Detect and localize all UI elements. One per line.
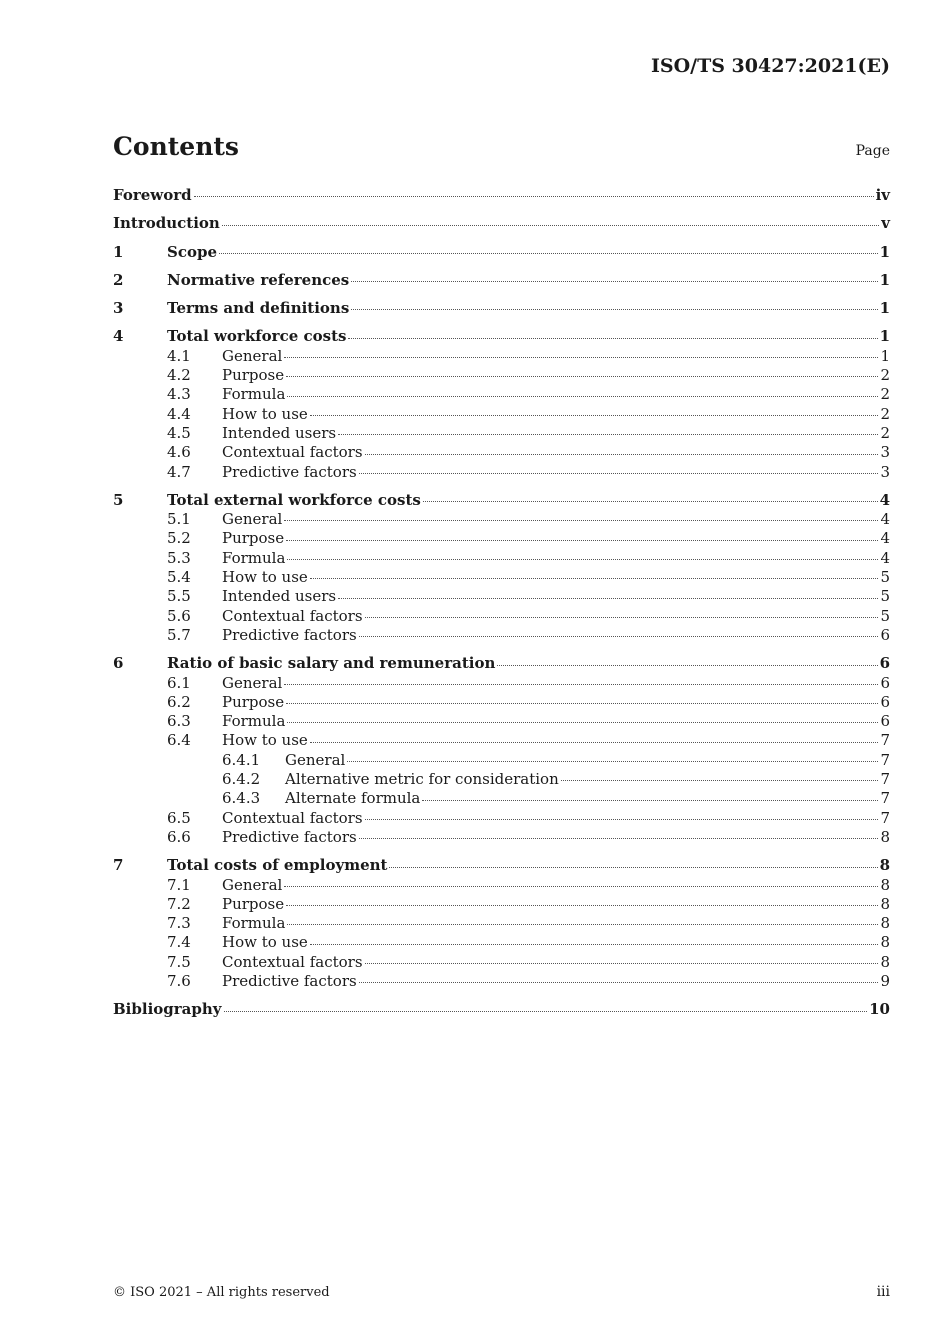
- toc-entry[interactable]: [113, 607, 890, 626]
- toc-entry[interactable]: [113, 972, 890, 991]
- toc-entry[interactable]: [113, 443, 890, 462]
- toc-entry-page: 1: [879, 327, 890, 346]
- toc-entry-title: How to use: [222, 568, 308, 587]
- toc-entry-page: 2: [880, 385, 890, 404]
- table-of-contents: [113, 186, 890, 1020]
- toc-entry-title: General: [222, 346, 283, 365]
- toc-entry-title: Predictive factors: [222, 625, 357, 644]
- page-number: iii: [876, 1284, 890, 1300]
- toc-entry-title: Ratio of basic salary and remuneration: [167, 654, 496, 673]
- dot-leader: [365, 962, 879, 964]
- toc-entry-number: 7: [113, 856, 124, 875]
- page-column-label: Page: [855, 143, 890, 159]
- toc-entry[interactable]: [113, 271, 890, 290]
- toc-entry-page: 7: [880, 731, 890, 750]
- toc-entry-page: 8: [879, 856, 890, 875]
- toc-entry-page: v: [881, 214, 890, 233]
- toc-entry[interactable]: [113, 876, 890, 895]
- toc-entry-page: 8: [880, 952, 890, 971]
- toc-entry-number: 6.3: [167, 712, 191, 731]
- toc-entry-number: 6.2: [167, 692, 191, 711]
- toc-entry-number: 5.6: [167, 606, 191, 625]
- toc-entry-title: General: [285, 750, 346, 769]
- dot-leader: [497, 664, 877, 666]
- toc-entry-page: 8: [880, 933, 890, 952]
- toc-entry-number: 6: [113, 654, 124, 673]
- toc-entry[interactable]: [113, 385, 890, 404]
- toc-entry-title: Terms and definitions: [167, 299, 350, 318]
- toc-entry-title: Purpose: [222, 692, 285, 711]
- toc-entry-title: Purpose: [222, 894, 285, 913]
- toc-entry-page: 4: [880, 529, 890, 548]
- toc-entry-page: 7: [880, 808, 890, 827]
- dot-leader: [222, 224, 879, 226]
- toc-entry-title: Predictive factors: [222, 462, 357, 481]
- dot-leader: [423, 500, 878, 502]
- toc-entry[interactable]: [113, 933, 890, 952]
- dot-leader: [284, 519, 878, 521]
- dot-leader: [284, 356, 878, 358]
- toc-entry-title: Purpose: [222, 366, 285, 385]
- dot-leader: [422, 799, 878, 801]
- toc-entry[interactable]: [113, 347, 890, 366]
- toc-entry-page: 8: [880, 827, 890, 846]
- toc-entry-title: Formula: [222, 712, 286, 731]
- toc-entry-number: 5.3: [167, 548, 191, 567]
- dot-leader: [338, 433, 878, 435]
- toc-entry-number: 4.2: [167, 366, 191, 385]
- dot-leader: [310, 577, 879, 579]
- toc-entry-number: 5.2: [167, 529, 191, 548]
- toc-entry-page: 4: [880, 510, 890, 529]
- dot-leader: [365, 453, 879, 455]
- toc-entry-title: General: [222, 510, 283, 529]
- toc-entry-title: Normative references: [167, 270, 350, 289]
- toc-entry[interactable]: [113, 789, 890, 808]
- dot-leader: [310, 414, 879, 416]
- dot-leader: [348, 337, 877, 339]
- dot-leader: [194, 195, 874, 197]
- toc-entry-page: 8: [880, 894, 890, 913]
- toc-entry-page: 7: [880, 789, 890, 808]
- toc-entry-title: Predictive factors: [222, 827, 357, 846]
- toc-entry[interactable]: [113, 828, 890, 847]
- toc-entry-title: General: [222, 673, 283, 692]
- dot-leader: [365, 818, 879, 820]
- toc-entry-page: 5: [880, 606, 890, 625]
- toc-entry-number: 6.6: [167, 827, 191, 846]
- toc-entry[interactable]: [113, 770, 890, 789]
- dot-leader: [347, 760, 878, 762]
- toc-entry-title: Bibliography: [113, 1000, 222, 1019]
- toc-entry-title: How to use: [222, 404, 308, 423]
- toc-entry-number: 6.1: [167, 673, 191, 692]
- toc-entry-page: iv: [875, 186, 890, 204]
- toc-entry-page: 9: [880, 971, 890, 990]
- dot-leader: [287, 395, 878, 397]
- dot-leader: [286, 702, 878, 704]
- toc-entry-number: 5.7: [167, 625, 191, 644]
- toc-entry-page: 6: [880, 625, 890, 644]
- toc-entry[interactable]: [113, 424, 890, 443]
- toc-entry-number: 6.4: [167, 731, 191, 750]
- toc-entry-title: Predictive factors: [222, 971, 357, 990]
- toc-entry-page: 6: [879, 654, 890, 673]
- toc-entry-title: General: [222, 875, 283, 894]
- toc-entry-title: Intended users: [222, 587, 337, 606]
- toc-entry-number: 5.5: [167, 587, 191, 606]
- toc-entry[interactable]: [113, 731, 890, 750]
- toc-entry-title: Total external workforce costs: [167, 490, 421, 509]
- toc-entry-title: Purpose: [222, 529, 285, 548]
- toc-entry-page: 4: [880, 548, 890, 567]
- toc-entry-number: 5: [113, 490, 124, 509]
- toc-entry-number: 5.1: [167, 510, 191, 529]
- dot-leader: [286, 375, 878, 377]
- toc-entry[interactable]: [113, 809, 890, 828]
- toc-entry-title: Intended users: [222, 423, 337, 442]
- toc-entry[interactable]: [113, 674, 890, 693]
- toc-entry-page: 3: [880, 462, 890, 481]
- toc-entry-number: 6.5: [167, 808, 191, 827]
- dot-leader: [287, 558, 878, 560]
- toc-entry[interactable]: [113, 1000, 890, 1019]
- dot-leader: [359, 472, 879, 474]
- toc-entry-title: Total costs of employment: [167, 856, 388, 875]
- toc-entry-page: 5: [880, 587, 890, 606]
- toc-entry[interactable]: [113, 914, 890, 933]
- toc-entry[interactable]: [113, 856, 890, 875]
- dot-leader: [351, 280, 877, 282]
- toc-entry-number: 4.6: [167, 443, 191, 462]
- toc-entry-title: How to use: [222, 933, 308, 952]
- toc-entry[interactable]: [113, 529, 890, 548]
- toc-entry-title: How to use: [222, 731, 308, 750]
- toc-entry-page: 2: [880, 404, 890, 423]
- toc-entry[interactable]: [113, 214, 890, 233]
- toc-entry-number: 7.2: [167, 894, 191, 913]
- dot-leader: [365, 616, 879, 618]
- toc-entry-number: 2: [113, 270, 124, 289]
- toc-entry[interactable]: [113, 327, 890, 346]
- toc-entry[interactable]: [113, 366, 890, 385]
- toc-entry-title: Formula: [222, 548, 286, 567]
- toc-entry-number: 6.4.2: [222, 770, 261, 789]
- toc-entry-number: 7.5: [167, 952, 191, 971]
- toc-entry-title: Alternate formula: [285, 789, 421, 808]
- dot-leader: [219, 252, 878, 254]
- toc-entry[interactable]: [113, 568, 890, 587]
- toc-entry[interactable]: [113, 654, 890, 673]
- dot-leader: [351, 308, 877, 310]
- toc-entry-page: 8: [880, 914, 890, 933]
- toc-entry-title: Formula: [222, 385, 286, 404]
- dot-leader: [286, 904, 878, 906]
- toc-entry-title: Contextual factors: [222, 606, 363, 625]
- toc-entry[interactable]: [113, 693, 890, 712]
- toc-entry-page: 6: [880, 692, 890, 711]
- toc-entry-number: 4.1: [167, 346, 191, 365]
- toc-entry[interactable]: [113, 463, 890, 482]
- toc-entry-page: 4: [879, 490, 890, 509]
- toc-entry-number: 7.6: [167, 971, 191, 990]
- toc-entry-page: 7: [880, 770, 890, 789]
- toc-entry-title: Formula: [222, 914, 286, 933]
- toc-entry-page: 5: [880, 568, 890, 587]
- toc-entry[interactable]: [113, 491, 890, 510]
- toc-entry-page: 6: [880, 712, 890, 731]
- toc-entry-title: Scope: [167, 242, 218, 261]
- toc-entry-page: 6: [880, 673, 890, 692]
- toc-entry[interactable]: [113, 549, 890, 568]
- toc-entry-page: 3: [880, 443, 890, 462]
- toc-entry[interactable]: [113, 751, 890, 770]
- dot-leader: [310, 741, 879, 743]
- toc-entry-number: 6.4.3: [222, 789, 261, 808]
- toc-entry[interactable]: [113, 587, 890, 606]
- dot-leader: [286, 539, 878, 541]
- toc-entry[interactable]: [113, 186, 890, 205]
- toc-entry-page: 2: [880, 423, 890, 442]
- toc-entry-title: Introduction: [113, 214, 220, 233]
- copyright-notice: © ISO 2021 – All rights reserved: [113, 1285, 330, 1300]
- toc-entry-title: Contextual factors: [222, 952, 363, 971]
- toc-entry[interactable]: [113, 243, 890, 262]
- toc-entry-title: Total workforce costs: [167, 327, 347, 346]
- toc-entry[interactable]: [113, 626, 890, 645]
- toc-entry-number: 4.4: [167, 404, 191, 423]
- dot-leader: [310, 943, 879, 945]
- toc-entry-title: Alternative metric for consideration: [285, 770, 559, 789]
- dot-leader: [359, 635, 879, 637]
- toc-entry-title: Contextual factors: [222, 808, 363, 827]
- toc-entry[interactable]: [113, 510, 890, 529]
- dot-leader: [561, 779, 879, 781]
- toc-entry-number: 4.5: [167, 423, 191, 442]
- toc-entry-page: 7: [880, 750, 890, 769]
- toc-entry[interactable]: [113, 712, 890, 731]
- dot-leader: [287, 923, 878, 925]
- toc-entry-page: 1: [880, 346, 890, 365]
- dot-leader: [338, 597, 878, 599]
- toc-entry-number: 4.3: [167, 385, 191, 404]
- toc-entry-page: 8: [880, 875, 890, 894]
- toc-entry[interactable]: [113, 405, 890, 424]
- dot-leader: [359, 981, 879, 983]
- toc-entry-title: Foreword: [113, 186, 192, 204]
- toc-entry-number: 3: [113, 299, 124, 318]
- toc-entry-number: 4.7: [167, 462, 191, 481]
- toc-entry-number: 6.4.1: [222, 750, 261, 769]
- dot-leader: [284, 683, 878, 685]
- toc-entry-page: 1: [879, 242, 890, 261]
- toc-entry-title: Contextual factors: [222, 443, 363, 462]
- page-title: Contents: [113, 132, 240, 161]
- toc-entry-number: 7.1: [167, 875, 191, 894]
- toc-entry-page: 1: [879, 270, 890, 289]
- dot-leader: [287, 721, 878, 723]
- dot-leader: [389, 866, 877, 868]
- dot-leader: [284, 885, 878, 887]
- dot-leader: [359, 837, 879, 839]
- toc-entry[interactable]: [113, 895, 890, 914]
- toc-entry[interactable]: [113, 299, 890, 318]
- toc-entry-page: 10: [869, 1000, 890, 1019]
- toc-entry[interactable]: [113, 953, 890, 972]
- toc-entry-page: 1: [879, 299, 890, 318]
- toc-entry-page: 2: [880, 366, 890, 385]
- document-id: ISO/TS 30427:2021(E): [650, 55, 890, 77]
- toc-entry-number: 5.4: [167, 568, 191, 587]
- toc-entry-number: 4: [113, 327, 124, 346]
- toc-entry-number: 7.4: [167, 933, 191, 952]
- toc-entry-number: 7.3: [167, 914, 191, 933]
- dot-leader: [224, 1010, 868, 1012]
- toc-entry-number: 1: [113, 242, 124, 261]
